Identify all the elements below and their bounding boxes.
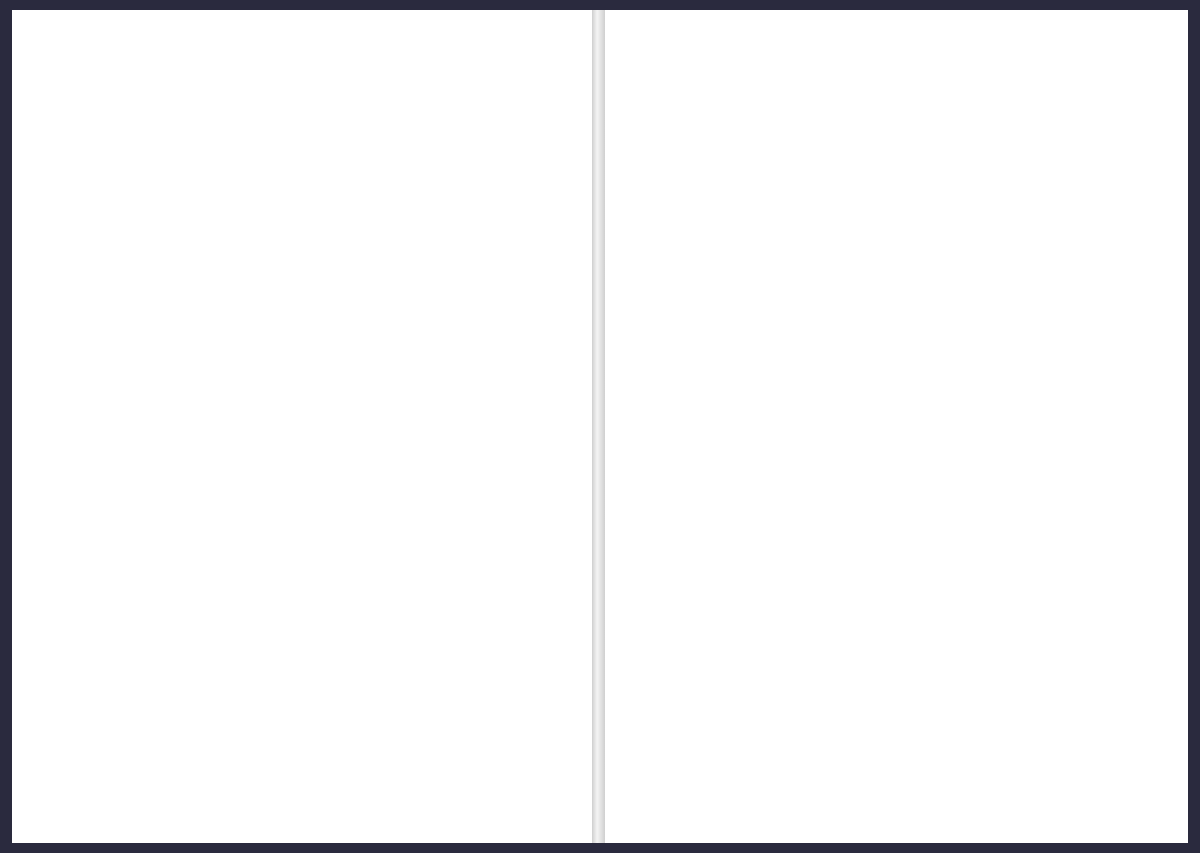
spine [592,10,605,843]
right-page [605,10,1188,843]
left-page [12,10,592,843]
